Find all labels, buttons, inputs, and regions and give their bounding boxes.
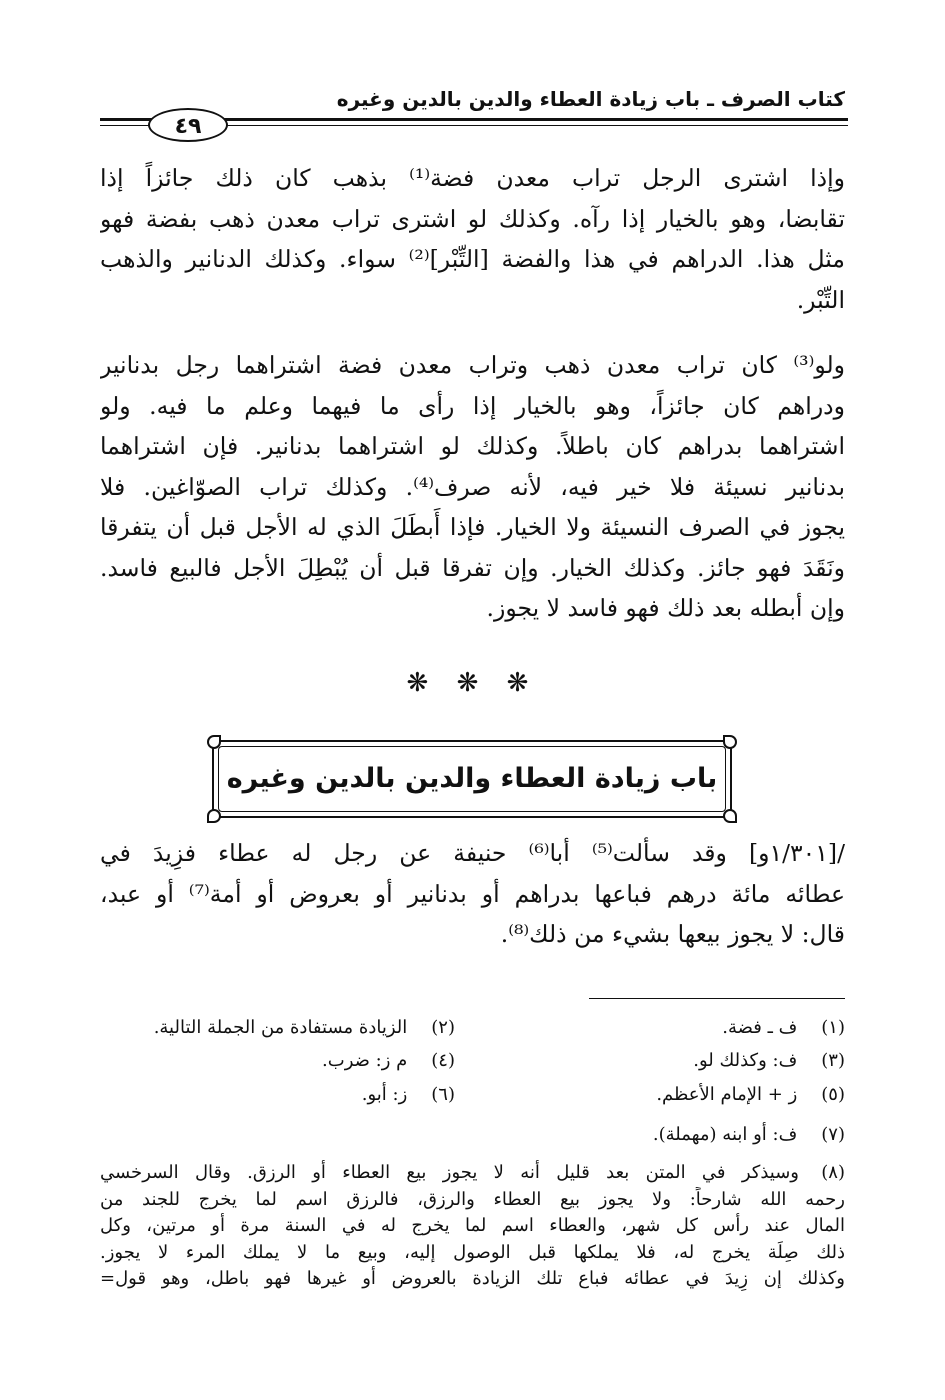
footnote-line: رحمه الله شارحاً: ولا يجوز بيع العطاء والرزق، فالرزق اسم لما يخرج للجند من <box>100 1188 845 1210</box>
footnote-number: (٣) <box>821 1050 845 1071</box>
footnote-text: الزيادة مستفادة من الجملة التالية. <box>153 1017 408 1038</box>
chapter-title-box <box>212 740 732 818</box>
footnote-line: المال عند رأس كل شهر، والعطاء اسم لما يخرج له في السنة مرة أو مرتين، وكل <box>100 1215 845 1236</box>
text-line: /[١/٣٠١و] وقد سألت⁽⁵⁾ أبا⁽⁶⁾ حنيفة عن رجل له عطاء فزِيدَ في <box>100 839 845 867</box>
footnote-line: ذلك صِلَة يخرج له، فلا يملكها قبل الوصول إليه، وبيع ما لا يملك المرء لا يجوز. <box>100 1241 845 1263</box>
footnote-number: (٧) <box>821 1124 845 1145</box>
section-ornament: ❋ ❋ ❋ <box>406 668 539 698</box>
footnote-number: (١) <box>821 1017 845 1038</box>
chapter-paragraph <box>100 833 845 955</box>
footnote-text: ز: أبو. <box>361 1084 408 1105</box>
footnote-text: ف: أو ابنه (مهملة). <box>652 1124 798 1145</box>
footnote-separator <box>589 998 845 999</box>
footnote-line: وسيذكر في المتن بعد قليل أنه لا يجوز بيع العطاء أو الرزق. وقال السرخسي <box>100 1162 799 1183</box>
page-number: ٤٩ <box>148 108 228 142</box>
text-line: يجوز في الصرف النسيئة ولا الخيار. فإذا أَبطَلَ الذي له الأجل قبل أن يتفرقا <box>100 513 845 541</box>
text-line: وإن أبطله بعد ذلك فهو فاسد لا يجوز. <box>486 594 845 622</box>
footnote-2 <box>154 1016 455 1040</box>
footnote-text: م ز: ضرب. <box>322 1050 408 1071</box>
text-line: تقابضا، وهو بالخيار إذا رآه. وكذلك لو اشترى تراب معدن ذهب بفضة فهو <box>100 204 845 233</box>
text-line: عطائه مائة درهم فباعها بدراهم أو بدنانير أو بعروض أو أمة⁽⁷⁾ أو عبد، <box>100 879 845 908</box>
footnote-5 <box>656 1083 845 1107</box>
text-line: ونَقَدَ فهو جائز. وكذلك الخيار. وإن تفرقا قبل أن يُبْطِلَ الأجل فالبيع فاسد. <box>100 553 845 582</box>
footnote-6 <box>362 1083 455 1107</box>
footnote-number: (٦) <box>431 1084 455 1105</box>
footnote-number: (٥) <box>821 1084 845 1105</box>
footnote-line: وكذلك إن زِيدَ في عطائه فباع تلك الزيادة بالعروض أو غيرها فهو باطل، وهو قول= <box>100 1268 845 1289</box>
text-line: التِّبْر. <box>796 285 845 314</box>
chapter-title: باب زيادة العطاء والدين بالدين وغيره <box>226 763 718 794</box>
footnote-text: ف: وكذلك لو. <box>693 1050 798 1071</box>
text-line: قال: لا يجوز بيعها بشيء من ذلك⁽⁸⁾. <box>500 920 845 948</box>
footnote-1 <box>722 1016 845 1040</box>
text-line: بدنانير نسيئة فلا خير فيه، لأنه صرف⁽⁴⁾. وكذلك تراب الصوّاغين. فلا <box>100 472 845 501</box>
text-line: اشتراهما بدراهم كان باطلاً. وكذلك لو اشتراهما بدنانير. فإن اشتراهما <box>100 432 845 460</box>
footnote-7 <box>653 1123 845 1147</box>
footnote-number: (٤) <box>431 1050 455 1071</box>
footnote-3 <box>693 1049 845 1073</box>
footnote-4 <box>322 1049 455 1073</box>
footnote-number: (٢) <box>431 1017 455 1038</box>
footnote-text: ف ـ فضة. <box>722 1017 798 1038</box>
footnote-text: ز + الإمام الأعظم. <box>656 1084 798 1105</box>
text-line: ودراهم كان جائزاً، وهو بالخيار إذا رأى ما فيهما وعلم ما فيه. ولو <box>100 391 845 420</box>
paragraph-2 <box>100 345 845 629</box>
text-line: ولو⁽³⁾ كان تراب معدن ذهب وتراب معدن فضة اشتراهما رجل بدنانير <box>100 351 845 379</box>
text-line: وإذا اشترى الرجل تراب معدن فضة⁽¹⁾ بذهب كان ذلك جائزاً إذا <box>100 164 845 192</box>
text-line: مثل هذا. الدراهم في هذا والفضة [التِّبْر]⁽²⁾ سواء. وكذلك الدنانير والذهب <box>100 245 845 273</box>
footnote-8 <box>100 1160 845 1293</box>
running-title: كتاب الصرف ـ باب زيادة العطاء والدين بالدين وغيره <box>336 87 845 111</box>
paragraph-1 <box>100 158 845 320</box>
footnote-number: (٨) <box>821 1162 845 1183</box>
